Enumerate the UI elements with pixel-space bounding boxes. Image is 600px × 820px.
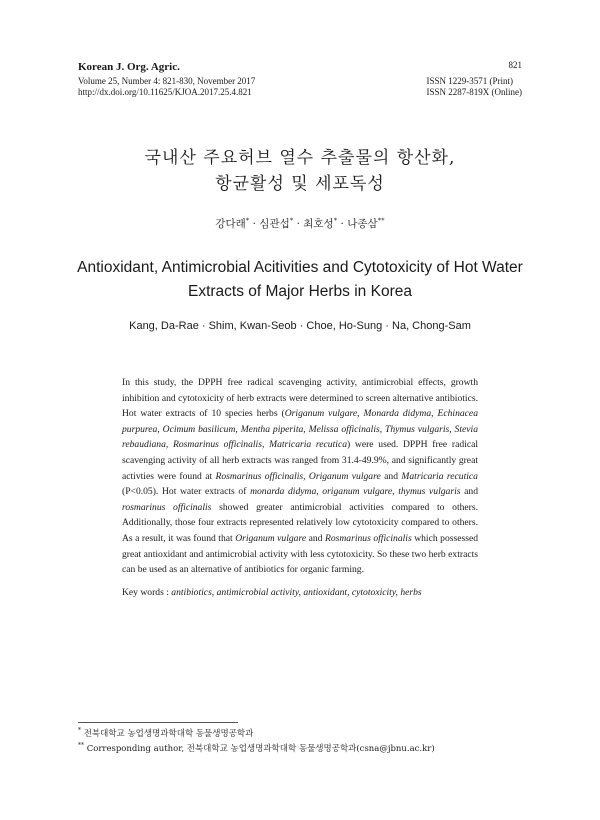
footnote-mark: ** (78, 742, 84, 750)
korean-title-line-2: 항균활성 및 세포독성 (215, 174, 385, 194)
author-ko-3-mark: * (333, 216, 338, 225)
doi-link[interactable]: http://dx.doi.org/10.11625/KJOA.2017.25.4.821 (78, 87, 252, 97)
footnote-corresponding (78, 742, 435, 754)
species-name: rosmarinus officinalis (122, 501, 212, 513)
footnote-mark: * (78, 727, 81, 735)
english-title (0, 256, 600, 304)
author-sep: · (296, 218, 300, 230)
footnote-divider (78, 722, 238, 723)
issn-online: ISSN 2287-819X (Online) (426, 87, 522, 97)
english-title-line-1: Antioxidant, Antimicrobial Acitivities and Cytotoxicity of Hot Water (77, 259, 523, 276)
species-name: Origanum vulgare (235, 532, 307, 544)
author-ko-2-mark: * (289, 216, 294, 225)
issn-block (427, 76, 523, 98)
author-sep: · (340, 218, 344, 230)
journal-header (78, 60, 255, 98)
species-name: Rosmarinus officinalis, Origanum vulgare (215, 470, 381, 482)
korean-title (0, 145, 600, 197)
author-ko-3: 최호성 (303, 218, 334, 230)
footnote-text: Corresponding author, 전북대학교 농업생명과학대학 동물생명공학과(csna@jbnu.ac.kr) (86, 744, 435, 754)
abstract-text: (P<0.05). Hot water extracts of (122, 486, 251, 498)
species-name: Origanum vulgare, Monarda didyma, Echinacea purpurea, Ocimum basilicum, Mentha piperita, Melissa officinalis, Thymus vulgaris, Stevia rebaudiana, Rosmarinus officinalis, Matricaria recutica (122, 408, 478, 451)
keywords-terms: antibiotics, antimicrobial activity, antioxidant, cytotoxicity, herbs (171, 587, 422, 598)
footnote-affiliation (78, 727, 253, 739)
species-name: Matricaria recutica (401, 470, 478, 482)
author-sep: · (252, 218, 256, 230)
abstract-text: which possessed great antioxidant and antimicrobial activity with less cytotoxicity. So these two herb extracts can be used as an alternative of antibiotics for organic farming. (122, 532, 478, 576)
author-ko-4-mark: ** (377, 216, 385, 225)
abstract-text: and (460, 486, 478, 498)
author-ko-4: 나종삼 (347, 218, 378, 230)
abstract-text: and (380, 470, 402, 482)
abstract-text: In this study, the DPPH free radical scavenging activity, antimicrobial effects, growth inhibition and cytotoxicity of herb extracts were determined to screen alternative antibiotics. Hot water extracts of 10 species herbs ( (122, 377, 478, 420)
english-title-line-2: Extracts of Major Herbs in Korea (188, 283, 412, 300)
keywords-label: Key words : (122, 587, 172, 598)
abstract-text: ) were used. DPPH free radical scavenging activity of all herb extracts was ranged from 31.4-49.9%, and significantly great activties were found at (122, 439, 478, 482)
page-number: 821 (508, 60, 522, 70)
english-authors: Kang, Da-Rae · Shim, Kwan-Seob · Choe, Ho-Sung · Na, Chong-Sam (129, 320, 471, 332)
korean-authors (0, 216, 600, 231)
keywords (122, 587, 478, 598)
issn-print: ISSN 1229-3571 (Print) (426, 76, 514, 86)
species-name: Rosmarinus officinalis (324, 532, 412, 544)
abstract-text: and (306, 532, 325, 544)
abstract-text: showed greater antimicrobial activities compared to others. Additionally, those four extracts represented relatively low cytotoxicity compared to others. As a result, it was found that (122, 501, 478, 544)
abstract (122, 375, 478, 578)
author-ko-2: 심관섭 (259, 218, 290, 230)
journal-name: Korean J. Org. Agric. (78, 61, 180, 73)
author-ko-1-mark: * (245, 216, 250, 225)
volume-line: Volume 25, Number 4: 821-830, November 2017 (78, 76, 256, 86)
korean-title-line-1: 국내산 주요허브 열수 추출물의 항산화, (144, 148, 456, 168)
species-name: monarda didyma, origanum vulgare, thymus vulgaris (250, 486, 461, 498)
author-ko-1: 강다래 (215, 218, 246, 230)
footnote-text: 전북대학교 농업생명과학대학 동물생명공학과 (83, 729, 254, 739)
